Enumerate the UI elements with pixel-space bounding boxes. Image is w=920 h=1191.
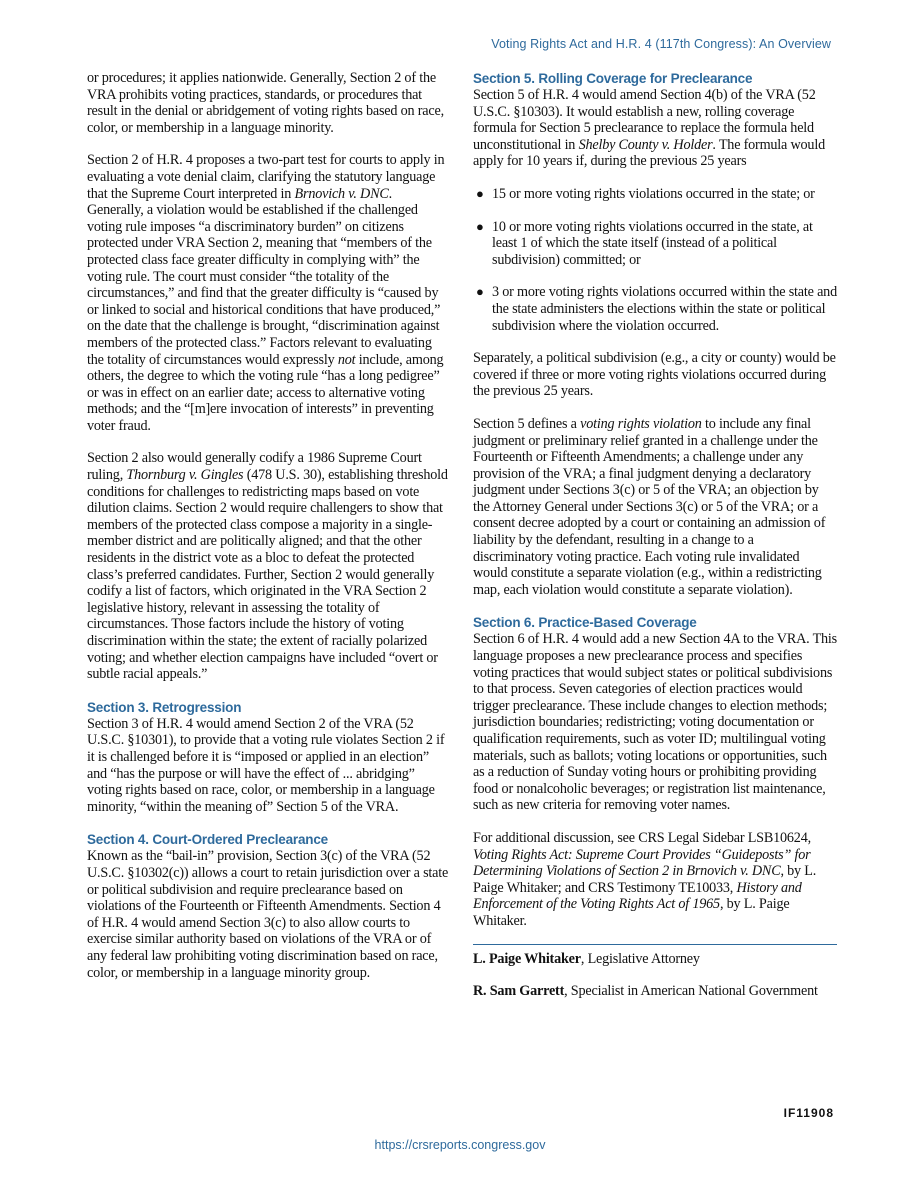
- bullet-icon: ●: [476, 218, 484, 234]
- left-column: [87, 70, 451, 981]
- sidebar-title: Voting Rights Act: Supreme Court Provides “Guideposts” for Determining Violations of Section 2 in Brnovich v. DNC: [473, 846, 811, 880]
- author-divider: [473, 944, 837, 945]
- heading-section-5: Section 5. Rolling Coverage for Preclearance: [473, 71, 753, 86]
- heading-section-3: Section 3. Retrogression: [87, 699, 242, 715]
- paragraph-gingles: Section 2 also would generally codify a 1986 Supreme Court ruling, Thornburg v. Gingles (478 U.S. 30), establishing threshold conditions for challenges to redistricting maps based on vote dilution claims. Section 2 would require challengers to show that members of the protected class compose a majority in a single-member district and are politically aligned; and that the other residents in the district vote as a bloc to defeat the protected class’s preferred candidates. Further, Section 2 would generally codify a list of factors, which originated in the VRA Section 2 legislative history, relevant in assessing the totality of circumstances. Those factors include the history of voting discrimination within the state; the extent of racially polarized voting; and whether election campaigns have included “overt or subtle racial appeals.”: [87, 450, 448, 683]
- running-header-title: Voting Rights Act and H.R. 4 (117th Congress): An Overview: [491, 37, 831, 51]
- paragraph-violation-definition: Section 5 defines a voting rights violation to include any final judgment or preliminary relief granted in a challenge under the Fourteenth or Fifteenth Amendments; a challenge under any provision of the VRA; a final judgment denying a declaratory judgment under Sections 3(c) or 5 of the VRA; an objection by the Attorney General under Sections 3(c) or 5 of the VRA; or a consent decree adopted by a court or containing an admission of liability by the defendant, resulting in a change to a discriminatory voting practice. Each voting rule invalidated would constitute a separate violation (e.g., within a redistricting map, each violation would constitute a separate violation).: [473, 415, 826, 598]
- author-role: , Legislative Attorney: [580, 950, 700, 967]
- emphasis-not: not: [337, 351, 356, 368]
- author-role: , Specialist in American National Government: [564, 983, 818, 1000]
- paragraph-section-4: Known as the “bail-in” provision, Section 3(c) of the VRA (52 U.S.C. §10302(c)) allows a court to retain jurisdiction over a state or political subdivision and require preclearance based on violations of the Fourteenth or Fifteenth Amendments. Section 4 of H.R. 4 would amend Section 3(c) to also allow courts to exercise similar authority based on violations of the VRA or of any federal law prohibiting voting discrimination based on race, color, or membership in a language minority group.: [87, 848, 449, 981]
- author-line: [473, 983, 837, 1000]
- testimony-title: History and Enforcement of the Voting Rights Act of 1965: [473, 879, 802, 913]
- list-item: ● 10 or more voting rights violations occurred in the state, at least 1 of which the state itself (instead of a political subdivision) committed; or: [476, 218, 813, 268]
- list-item: ● 15 or more voting rights violations occurred in the state; or: [476, 185, 815, 202]
- defined-term: voting rights violation: [580, 415, 702, 432]
- heading-section-4: Section 4. Court-Ordered Preclearance: [87, 832, 328, 848]
- case-name-shelby: Shelby County v. Holder: [578, 136, 713, 153]
- author-name: L. Paige Whitaker: [473, 950, 581, 967]
- paragraph-section-5-intro: Section 5 of H.R. 4 would amend Section 4(b) of the VRA (52 U.S.C. §10303). It would establish a new, rolling coverage formula for Section 5 preclearance to replace the formula held unconstitutional in Shelby County v. Holder. The formula would apply for 10 years if, during the previous 25 years: [473, 87, 825, 170]
- case-name-gingles: Thornburg v. Gingles: [126, 467, 244, 484]
- right-column: [473, 70, 837, 1016]
- document-id: IF11908: [783, 1106, 834, 1120]
- heading-section-6: Section 6. Practice-Based Coverage: [473, 615, 697, 631]
- bullet-icon: ●: [476, 284, 484, 300]
- paragraph-section-3: Section 3 of H.R. 4 would amend Section 2 of the VRA (52 U.S.C. §10301), to provide that a voting rule violates Section 2 if it is challenged before it is “imposed or applied in an election” and “has the purpose or will have the effect of ... abridging” voting rights based on race, color, or membership in a language minority, “within the meaning of” Section 5 of the VRA.: [87, 715, 445, 815]
- author-line: [473, 951, 837, 968]
- paragraph-vra-section2-intro: or procedures; it applies nationwide. Generally, Section 2 of the VRA prohibits voting practices, standards, or procedures that result in the denial or abridgement of voting rights based on race, color, or membership in a language minority.: [87, 70, 444, 136]
- paragraph-two-part-test: Section 2 of H.R. 4 proposes a two-part test for courts to apply in evaluating a vote denial claim, clarifying the statutory language that the Supreme Court interpreted in Brnovich v. DNC. Generally, a violation would be established if the challenged voting rule imposes “a discriminatory burden” on citizens protected under VRA Section 2, meaning that “members of the protected class face greater difficulty in complying with” the voting rule. The court must consider “the totality of the circumstances,” and find that the greater difficulty is “caused by or linked to social and historical conditions that have produced,” on the date that the challenge is brought, “discrimination against members of the protected class.” Factors relevant to evaluating the totality of circumstances would expressly not include, among others, the degree to which the voting rule “has a long pedigree” or was in effect on an earlier date; access to alternative voting methods; and the “[m]ere invocation of interests” in preventing voter fraud.: [87, 152, 445, 434]
- paragraph-political-subdivision: Separately, a political subdivision (e.g., a city or county) would be covered if three or more voting rights violations occurred during the previous 25 years.: [473, 350, 836, 400]
- paragraph-additional-discussion: For additional discussion, see CRS Legal Sidebar LSB10624, Voting Rights Act: Supreme Court Provides “Guideposts” for Determining Violations of Section 2 in Brnovich v. DNC, by L. Paige Whitaker; and CRS Testimony TE10033, History and Enforcement of the Voting Rights Act of 1965, by L. Paige Whitaker.: [473, 829, 817, 929]
- footer-url-link[interactable]: https://crsreports.congress.gov: [374, 1138, 546, 1152]
- list-item: ● 3 or more voting rights violations occurred within the state and the state administers the elections within the state or political subdivision where the violation occurred.: [476, 284, 837, 334]
- case-name-brnovich: Brnovich v. DNC: [294, 185, 389, 202]
- bullet-icon: ●: [476, 185, 484, 201]
- paragraph-section-6: Section 6 of H.R. 4 would add a new Section 4A to the VRA. This language proposes a new preclearance process and specifies voting practices that would subject states or political subdivisions to that process. Seven categories of election practices would trigger preclearance. These include changes to election methods; jurisdiction boundaries; redistricting; voting documentation or qualification requirements, such as voter ID; multilingual voting materials, such as ballots; voting locations or opportunities, such as a reduction of Sunday voting hours or prohibiting providing food or nonalcoholic beverages; or registration list maintenance, such as new criteria for removing voter names.: [473, 631, 837, 814]
- author-name: R. Sam Garrett: [473, 983, 565, 1000]
- coverage-criteria-list: [473, 186, 837, 334]
